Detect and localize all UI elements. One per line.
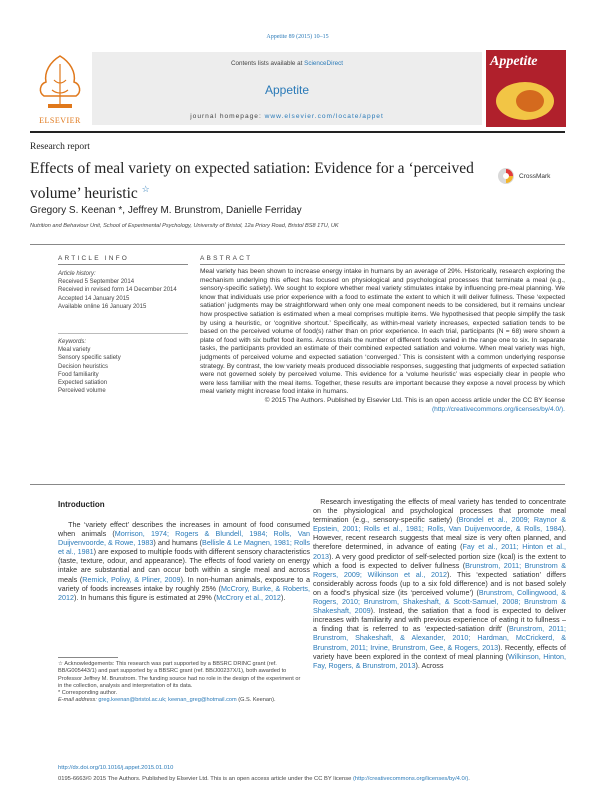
text: ). This ‘expected satiation’ differs considerably across foods (up to a six fold difference) and is not based solely on a food’s physical size (its ‘perceived volume’) ( xyxy=(313,569,566,597)
article-info-heading: ARTICLE INFO xyxy=(58,255,130,262)
cover-title: Appetite xyxy=(490,54,538,69)
article-history xyxy=(58,270,188,311)
text: The ‘variety effect’ describes the increases in amount of food consumed when animals ( xyxy=(58,520,310,539)
text: ). Recently, effects of variety have been explored in the context of meal planning ( xyxy=(313,642,566,661)
journal-name: Appetite xyxy=(264,83,310,97)
crossmark-label: CrossMark xyxy=(519,172,551,180)
contents-line xyxy=(92,60,482,67)
contents-prefix: Contents lists available at xyxy=(230,60,305,67)
article-type: Research report xyxy=(30,142,90,152)
header-rule xyxy=(30,131,565,133)
email-label: E-mail address: xyxy=(58,697,99,704)
license-url-link[interactable]: (http://creativecommons.org/licenses/by/4.0/) xyxy=(352,776,469,782)
abstract-body xyxy=(200,268,565,414)
divider-rule xyxy=(30,244,565,245)
history-revised: Received in revised form 14 December 2014 xyxy=(58,287,177,294)
keyword: Decision heuristics xyxy=(58,363,109,370)
citation-link[interactable]: Brunstrom, 2011; Brunstrom & Rogers, 2009; Wilkinson et al., 2012 xyxy=(313,560,566,579)
history-online: Available online 16 January 2015 xyxy=(58,303,147,310)
keyword: Sensory specific satiety xyxy=(58,355,121,362)
elsevier-wordmark: ELSEVIER xyxy=(39,116,81,125)
citation-link[interactable]: Fay et al., 2011; Hinton et al., 2013 xyxy=(313,542,566,561)
crossmark-icon xyxy=(497,167,515,185)
email-suffix: (G.S. Keenan). xyxy=(236,697,276,704)
history-accepted: Accepted 14 January 2015 xyxy=(58,295,130,302)
journal-cover xyxy=(486,50,566,127)
text: ). In non-human animals, exposure to a variety of foods increases intake by roughly 25% ( xyxy=(58,574,310,593)
intro-paragraph-1 xyxy=(58,520,310,602)
abstract-heading: ABSTRACT xyxy=(200,255,253,262)
keyword: Perceived volume xyxy=(58,388,106,395)
cover-food-image-detail xyxy=(516,90,544,112)
intro-paragraph-2 xyxy=(313,497,566,670)
keyword: Expected satiation xyxy=(58,380,108,387)
license-suffix: . xyxy=(468,776,470,782)
text: ) and humans ( xyxy=(153,538,203,548)
keywords-label: Keywords: xyxy=(58,339,87,345)
article-title-text: Effects of meal variety on expected satiation: Evidence for a ‘perceived volume’ heuristic xyxy=(30,160,474,203)
text: ). xyxy=(280,592,286,602)
footnote-rule xyxy=(58,657,118,658)
homepage-link[interactable]: www.elsevier.com/locate/appet xyxy=(264,113,384,120)
license-link[interactable]: (http://creativecommons.org/licenses/by/4.0/). xyxy=(431,405,565,413)
citation-link[interactable]: McCrory, Burke, & Roberts, 2012 xyxy=(58,583,310,602)
title-footnote-mark[interactable]: ☆ xyxy=(141,184,150,194)
info-rule xyxy=(58,264,188,265)
citation-link[interactable]: Bellisle & Le Magnen, 1981; Rolls et al., 1981 xyxy=(58,538,310,557)
citation-link[interactable]: Morrison, 1974; Rogers & Blundell, 1984; Rolls, Van Duijvenvoorde, & Rowe, 1983 xyxy=(58,529,310,548)
text: ). However, recent research suggests that meal size is very often planned, and therefore determined, in advance of eating ( xyxy=(313,524,566,552)
abstract-text: Meal variety has been shown to increase energy intake in humans by an average of 29%. Historically, research exploring the mechanism underlying this effect has focused on physiological and psychological processes that terminate a meal (e.g., sensory-specific satiety). We sought to explore whether meal variety stimulates intake by influencing pre-meal planning. We know that individuals use prior experience with a food to estimate the extent to which it will deliver fullness. These ‘expected satiation’ judgments may be straightforward when only one meal component needs to be considered, but it remains unclear how prospective satiation is estimated when a meal comprises multiple items. We hypothesised that people simplify the task by using a heuristic, or ‘cognitive shortcut.’ Specifically, as within-meal variety increases, expected satiation tends to be based on the perceived volume of food(s) rather than on prior experience. In each trial, participants (N = 68) were shown a plate of food with six buffet food items. Across trials the number of different foods varied in the range one to six. In separate tasks, the participants provided an estimate of their combined expected satiation and volume. When meal variety was high, judgments of perceived volume and expected satiation ‘converged.’ This is consistent with a common underlying response strategy. By contrast, the low variety meals produced dissociable responses, suggesting that judgments of expected satiation were not governed solely by perceived volume. This evidence for a ‘volume heuristic’ was especially clear in people who were less familiar with the meal items. Together, these results are important because they expose a novel process by which meal variety might increase food intake in humans. xyxy=(200,268,565,396)
citation-link[interactable]: Brunstrom, Collingwood, & Rogers, 2010; Brunstrom, Shakeshaft, & Scott-Samuel, 2008; Brunstrom & Shakeshaft, 2009 xyxy=(313,587,566,616)
abstract-rule xyxy=(200,264,565,265)
email-footnote xyxy=(58,697,303,704)
keyword: Meal variety xyxy=(58,347,91,354)
citation-link[interactable]: McCrory et al., 2012 xyxy=(216,592,281,602)
introduction-heading: Introduction xyxy=(58,500,105,509)
citation-link[interactable]: Remick, Polivy, & Pliner, 2009 xyxy=(82,574,181,584)
history-received: Received 5 September 2014 xyxy=(58,279,135,286)
history-label: Article history: xyxy=(58,271,96,277)
homepage-prefix: journal homepage: xyxy=(190,113,265,120)
text: ). Instead, the satiation that a food is expected to deliver increases with familiarity and with previous experience of eating it to fullness – a finding that is referred to as ‘expected-satiation drift’ ( xyxy=(313,606,567,634)
doi-link[interactable]: http://dx.doi.org/10.1016/j.appet.2015.01.010 xyxy=(58,765,174,771)
copyright-text: © 2015 The Authors. Published by Elsevier Ltd. This is an open access article under the CC BY license xyxy=(264,396,565,404)
acknowledgements-footnote: ☆ Acknowledgements: This research was part supported by a BBSRC DRINC grant (ref. BB/G005443/1) and part supported by a BBSRC grant (ref. BB/J00237X/1), both awarded to Professor Jeffrey M. Brunstrom. The funding source had no role in the design of the experiment or in the collection, analysis and interpretation of its data. xyxy=(58,661,301,689)
corresponding-author-footnote: * Corresponding author. xyxy=(58,690,118,697)
abstract-copyright xyxy=(200,397,565,414)
text: ). In humans this figure is estimated at 29% ( xyxy=(74,592,217,602)
citation-link[interactable]: Wilkinson, Hinton, Fay, Rogers, & Brunstrom, 2013 xyxy=(313,651,566,670)
footnotes xyxy=(58,661,303,705)
text: ). A very good predictor of self-selected portion size (kcal) is the extent to which a food is expected to deliver fullness ( xyxy=(313,551,566,570)
article-title xyxy=(30,159,490,204)
elsevier-logo xyxy=(30,50,90,125)
citation-link[interactable]: Brondel et al., 2009; Raynor & Epstein, 2001; Rolls et al., 1981; Rolls, Van Duijvenvoorde, & Rolls, 1984 xyxy=(313,515,566,534)
citation-link[interactable]: Brunstrom, 2011; Brunstrom, Shakeshaft, & Alexander, 2010; Hardman, McCrickerd, & Brunstrom, 2011; Irvine, Brunstrom, Gee, & Rogers, 2013 xyxy=(313,624,566,652)
keywords-rule xyxy=(58,333,188,334)
license-text: 0195-6663/© 2015 The Authors. Published by Elsevier Ltd. This is an open access article under the CC BY license xyxy=(58,776,353,782)
text: ) are exposed to multiple foods with different sensory characteristics (taste, texture, odour, and appearance). The effects of food variety on energy intake are substantial and can occur both within a single meal and across meals ( xyxy=(58,547,310,584)
keywords xyxy=(58,338,188,395)
author-list[interactable]: Gregory S. Keenan *, Jeffrey M. Brunstrom, Danielle Ferriday xyxy=(30,205,302,216)
text: Research investigating the effects of meal variety has tended to concentrate on the physiological and psychological processes that promote meal termination (e.g., sensory-specific satiety) ( xyxy=(313,497,566,525)
journal-citation[interactable]: Appetite 89 (2015) 10–15 xyxy=(266,34,329,40)
keyword: Food familiarity xyxy=(58,371,99,378)
text: ). Across xyxy=(415,660,444,670)
affiliation: Nutrition and Behaviour Unit, School of Experimental Psychology, University of Bristol, 12a Priory Road, Bristol BS8 1TU, UK xyxy=(30,223,339,229)
body-rule xyxy=(30,484,565,485)
email-link[interactable]: greg.keenan@bristol.ac.uk; keenan_greg@hotmail.com xyxy=(98,697,237,704)
crossmark-badge[interactable] xyxy=(497,167,567,187)
journal-homepage xyxy=(92,113,482,120)
sciencedirect-link[interactable]: ScienceDirect xyxy=(304,60,343,67)
license-line xyxy=(58,776,568,782)
